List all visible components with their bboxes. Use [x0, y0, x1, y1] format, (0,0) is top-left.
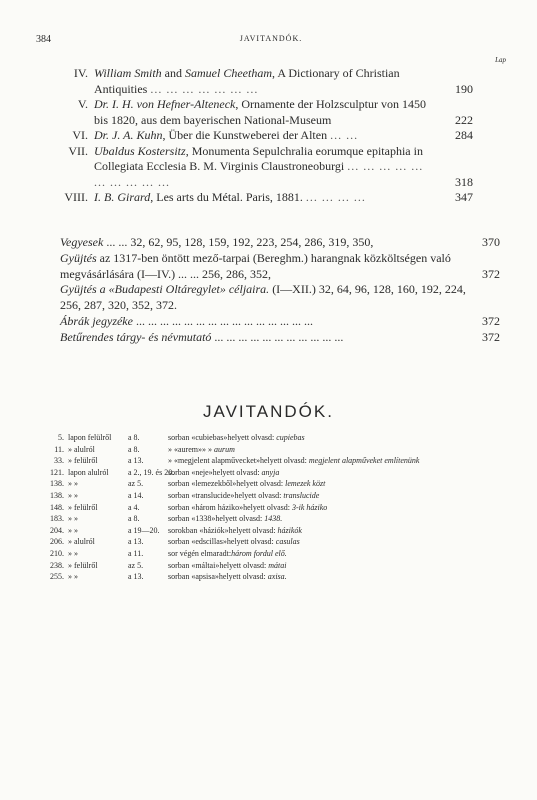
errata-correct: anyja: [261, 467, 280, 477]
errata-title: JAVITANDÓK.: [203, 402, 334, 421]
errata-list: [40, 432, 510, 583]
toc-author: Samuel Cheetham: [185, 66, 272, 80]
errata-correct: cupiebas: [276, 433, 305, 442]
toc-roman: V.: [77, 97, 88, 111]
errata-instead: helyett olvasd:: [219, 560, 269, 570]
errata-line: a 19—20.: [128, 525, 160, 535]
errata-page: 11.: [54, 444, 64, 454]
index-page: 372: [482, 329, 500, 344]
errata-row: [40, 525, 510, 537]
toc-roman: VIII.: [64, 190, 88, 204]
errata-line: a 14.: [128, 490, 144, 500]
errata-instead: helyett olvasd:: [215, 514, 265, 524]
errata-row: [40, 455, 510, 467]
toc-author: Ubaldus Kostersitz: [94, 143, 186, 158]
toc-author: Dr. I. H. von Hefner-Alteneck: [94, 97, 236, 111]
toc-page: 318: [455, 174, 473, 189]
errata-line: az 5.: [128, 560, 144, 570]
errata-instead: helyett olvasd:: [227, 433, 277, 442]
errata-location: » »: [68, 479, 78, 489]
errata-row: [40, 478, 510, 490]
toc-leader: ... ... ... ... ... ... ...: [150, 81, 259, 96]
errata-wrong: sorban «apsisa»: [168, 572, 219, 582]
errata-instead: helyett olvasd:: [259, 456, 309, 466]
errata-line: a 4.: [128, 502, 140, 512]
errata-correct: 1438.: [264, 514, 283, 524]
page-number: 384: [36, 34, 51, 45]
errata-page: 183.: [50, 514, 64, 524]
toc-leader: ... ... ... ...: [305, 190, 366, 204]
errata-line: a 8.: [128, 514, 140, 524]
errata-wrong: sorban «edscillas»: [168, 537, 227, 547]
errata-instead: helyett olvasd:: [218, 572, 268, 582]
errata-location: » »: [68, 572, 78, 582]
toc-page: 222: [455, 112, 473, 127]
toc-entry: [36, 128, 473, 144]
errata-correct: mátai: [268, 560, 287, 570]
errata-correct: casulas: [275, 537, 300, 547]
errata-instead: helyett olvasd:: [212, 467, 262, 477]
toc-page: 284: [455, 128, 473, 142]
errata-row: [40, 536, 510, 548]
errata-correct: 3-ik háziko: [291, 502, 328, 512]
errata-wrong: sorban «translucide»: [168, 490, 235, 500]
running-head: JAVITANDÓK.: [239, 34, 303, 43]
errata-line: a 8.: [128, 433, 140, 442]
errata-line: az 5.: [128, 479, 144, 489]
errata-row: [40, 513, 510, 525]
index-text: ... ... ... ... ... ... ... ... ... ... ... ... ... ... ...: [132, 313, 313, 328]
errata-correct: három fordul elő.: [231, 548, 287, 558]
toc-roman: VII.: [68, 143, 88, 158]
errata-line: a 13.: [128, 456, 144, 466]
errata-location: lapon felülről: [68, 433, 112, 442]
errata-wrong: sorokban «háziók»: [168, 525, 229, 535]
errata-correct: megjelent alapműveket említenünk: [308, 456, 420, 466]
toc-entry: [36, 97, 473, 128]
index-entry: [60, 282, 500, 314]
index-text: az 1317-ben öntött mező-tarpai (Bereghm.) harangnak közköltségen való megvásárlására (I—IV.) ... ... 256, 286, 352,: [60, 250, 451, 281]
lap-label: Lap: [495, 56, 506, 64]
toc-roman: IV.: [73, 66, 88, 80]
errata-line: a 8.: [128, 444, 140, 454]
errata-row: [40, 548, 510, 560]
errata-location: » »: [68, 548, 78, 558]
toc-roman: VI.: [72, 128, 88, 142]
index-entry: [60, 314, 500, 330]
toc-title: , A Dictionary of Christian Antiquities: [94, 66, 400, 96]
errata-instead: helyett olvasd:: [236, 479, 286, 489]
index-page: 370: [482, 235, 500, 249]
errata-location: » alulról: [68, 537, 95, 547]
toc-page: 190: [455, 81, 473, 96]
errata-line: a 13.: [128, 537, 144, 547]
errata-location: » »: [68, 514, 78, 524]
toc-author: Dr. J. A. Kuhn: [94, 128, 163, 142]
errata-page: 138.: [50, 479, 64, 489]
errata-correct: házikók: [277, 525, 302, 535]
errata-wrong: sorban «cubiebas»: [168, 433, 228, 442]
errata-page: 255.: [50, 572, 64, 582]
toc-leader: ... ... ... ... ... ... ... ... ... ...: [94, 159, 424, 189]
errata-instead: helyett olvasd:: [234, 490, 284, 500]
toc-author: William Smith: [94, 66, 162, 80]
toc-leader: ... ...: [330, 128, 359, 142]
errata-correct: translucide: [283, 490, 320, 500]
errata-location: » felülről: [68, 560, 98, 570]
errata-wrong: sorban «három háziko»: [168, 502, 244, 512]
errata-page: 5.: [58, 433, 64, 442]
errata-location: » felülről: [68, 502, 98, 512]
toc-page: 347: [455, 190, 473, 204]
index-text: ... ... 32, 62, 95, 128, 159, 192, 223, 254, 286, 319, 350,: [103, 235, 374, 249]
errata-wrong: » «megjelent alapművecket»: [168, 456, 260, 466]
index-text: ... ... ... ... ... ... ... ... ... ... ...: [211, 329, 344, 344]
page-header: [36, 34, 506, 64]
errata-wrong: » «aurem»: [168, 444, 202, 454]
index-label: Gyüjtés a «Budapesti Oltáregylet» céljaira.: [60, 282, 270, 297]
errata-row: [40, 560, 510, 572]
index-entry: [60, 251, 500, 283]
errata-page: 210.: [50, 548, 64, 558]
errata-row: [40, 432, 510, 444]
errata-row: [40, 444, 510, 456]
errata-row: [40, 502, 510, 514]
index-label: Betűrendes tárgy- és névmutató: [60, 329, 212, 344]
errata-page: 206.: [50, 537, 64, 547]
errata-correct: axisa.: [267, 572, 287, 582]
errata-instead: » »: [202, 444, 214, 454]
toc-entry: [36, 66, 473, 97]
index-page: 372: [482, 266, 500, 281]
errata-page: 138.: [50, 490, 64, 500]
errata-row: [40, 571, 510, 583]
errata-line: a 2., 19. és 20.: [128, 467, 175, 477]
index-page: 372: [482, 313, 500, 328]
errata-wrong: sorban «máltai»: [168, 560, 220, 570]
errata-page: 121.: [50, 467, 64, 477]
errata-location: » »: [68, 525, 78, 535]
errata-correct: lemezek közt: [285, 479, 326, 489]
errata-line: a 13.: [128, 572, 144, 582]
errata-correct: aurum: [214, 444, 235, 454]
errata-wrong: sorban «lemezekből»: [168, 479, 237, 489]
index-entry: [60, 235, 500, 251]
index-label: Gyüjtés: [60, 250, 97, 265]
errata-line: a 11.: [128, 548, 144, 558]
toc-title: , Über die Kunstweberei der Alten: [162, 128, 331, 142]
toc-title: , Les arts du Métal. Paris, 1881.: [150, 190, 306, 204]
errata-page: 148.: [50, 502, 64, 512]
toc-title: and: [161, 66, 185, 80]
errata-location: lapon alulról: [68, 467, 109, 477]
index-label: Ábrák jegyzéke: [60, 313, 133, 328]
errata-page: 238.: [50, 560, 64, 570]
errata-location: » »: [68, 490, 78, 500]
toc-entry: [36, 143, 473, 191]
toc-title: , Monumenta Sepulchralia eorumque epitaphia in Collegiata Ecclesia B. M. Virginis Claustroneoburgi: [94, 143, 423, 173]
toc-title: , Ornamente der Holzsculptur von 1450 bis 1820, aus dem bayerischen National-Museum: [94, 97, 426, 127]
errata-page: 33.: [54, 456, 64, 466]
errata-wrong: sorban «1338»: [168, 514, 216, 524]
errata-location: » alulról: [68, 444, 95, 454]
errata-instead: helyett olvasd:: [228, 525, 278, 535]
index-entry: [60, 330, 500, 346]
toc-entry: [36, 190, 473, 206]
errata-location: » felülről: [68, 456, 98, 466]
errata-row: [40, 490, 510, 502]
errata-instead: helyett olvasd:: [226, 537, 276, 547]
errata-wrong: sor végén elmaradt:: [168, 548, 232, 558]
toc-author: I. B. Girard: [94, 190, 151, 204]
table-of-contents: [36, 66, 473, 206]
errata-instead: helyett olvasd:: [243, 502, 292, 512]
index-list: [60, 235, 500, 346]
errata-row: [40, 467, 510, 479]
errata-page: 204.: [50, 525, 64, 535]
index-text: (I—XII.) 32, 64, 96, 128, 160, 192, 224, 256, 287, 320, 352, 372.: [60, 282, 466, 313]
errata-wrong: sorban «neje»: [168, 467, 213, 477]
index-label: Vegyesek: [60, 235, 104, 249]
